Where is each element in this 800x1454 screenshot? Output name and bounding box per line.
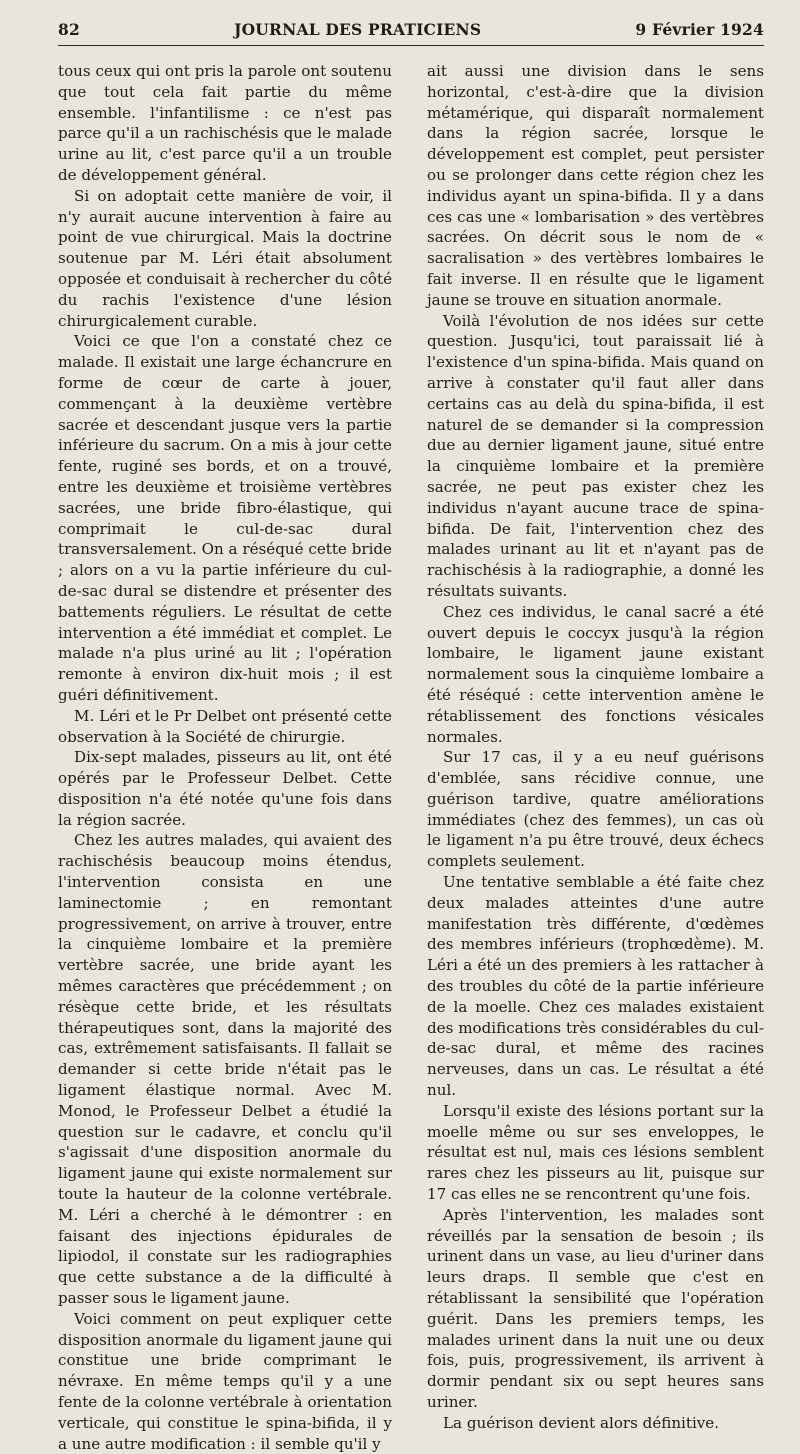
paragraph: Voici comment on peut expliquer cette disposition anormale du ligament jaune qui constitue une bride comprimant le névraxe. En même temps qu'il y a une fente de la colonne vertébrale à orientation verticale, qui constitue le spina-bifida, il y a une autre modification : il semble qu'il y (58, 1309, 392, 1453)
paragraph: Sur 17 cas, il y a eu neuf guérisons d'emblée, sans récidive connue, une guérison tardive, quatre améliorations immédiates (chez des femmes), un cas où le ligament n'a pu être trouvé, deux échecs complets seulement. (427, 748, 764, 871)
left-column (58, 61, 392, 1454)
paragraph: Si on adoptait cette manière de voir, il n'y aurait aucune intervention à faire au point de vue chirurgical. Mais la doctrine soutenue par M. Léri était absolument opposée et conduisait à rechercher du côté du rachis l'existence d'une lésion chirurgicalement curable. (58, 186, 392, 330)
paragraph: Chez ces individus, le canal sacré a été ouvert depuis le coccyx jusqu'à la région lombaire, le ligament jaune existant normalement sous la cinquième lombaire a été réséqué : cette intervention amène le rétablissement des fonctions vésicales normales. (427, 602, 764, 746)
page-header (58, 20, 764, 44)
page-number: 82 (58, 20, 80, 39)
paragraph: M. Léri et le Pr Delbet ont présenté cette observation à la Société de chirurgie. (58, 706, 392, 746)
paragraph: Voici ce que l'on a constaté chez ce malade. Il existait une large échancrure en forme de cœur de carte à jouer, commençant à la deuxième vertèbre sacrée et descendant jusque vers la partie inférieure du sacrum. On a mis à jour cette fente, ruginé ses bords, et on a trouvé, entre les deuxième et troisième vertèbres sacrées, une bride fibro-élastique, qui comprimait le cul-de-sac dural transversalement. On a réséqué cette bride ; alors on a vu la partie inférieure du cul-de-sac dural se distendre et présenter des battements réguliers. Le résultat de cette intervention a été immédiat et complet. Le malade n'a plus uriné au lit ; l'opération remonte à environ dix-huit mois ; il est guéri définitivement. (58, 332, 392, 704)
paragraph: Voilà l'évolution de nos idées sur cette question. Jusqu'ici, tout paraissait lié à l'existence d'un spina-bifida. Mais quand on arrive à constater qu'il faut aller dans certains cas au delà du spina-bifida, il est naturel de se demander si la compression due au dernier ligament jaune, situé entre la cinquième lombaire et la première sacrée, ne peut pas exister chez les individus n'ayant aucune trace de spina-bifida. De fait, l'intervention chez des malades urinant au lit et n'ayant pas de rachischésis à la radiographie, a donné les résultats suivants. (427, 311, 764, 600)
paragraph: tous ceux qui ont pris la parole ont soutenu que tout cela fait partie du même ensemble. l'infantilisme : ce n'est pas parce qu'il a un rachischésis que le malade urine au lit, c'est parce qu'il a un trouble de développement général. (58, 62, 392, 184)
paragraph: Chez les autres malades, qui avaient des rachischésis beaucoup moins étendus, l'intervention consista en une laminectomie ; en remontant progressivement, on arrive à trouver, entre la cinquième lombaire et la première vertèbre sacrée, une bride ayant les mêmes caractères que précédemment ; on résèque cette bride, et les résultats thérapeutiques sont, dans la majorité des cas, extrêmement satisfaisants. Il fallait se demander si cette bride n'était pas le ligament élastique normal. Avec M. Monod, le Professeur Delbet a étudié la question sur le cadavre, et conclu qu'il s'agissait d'une disposition anormale du ligament jaune qui existe normalement sur toute la hauteur de la colonne vertébrale. M. Léri a cherché à le démontrer : en faisant des injections épidurales de lipiodol, il constate sur les radiographies que cette substance a de la difficulté à passer sous le ligament jaune. (58, 831, 392, 1308)
issue-date: 9 Février 1924 (635, 20, 764, 39)
right-column (427, 61, 764, 1434)
paragraph: ait aussi une division dans le sens horizontal, c'est-à-dire que la division métamérique, qui disparaît normalement dans la région sacrée, lorsque le développement est complet, peut persister ou se prolonger dans cette région chez les individus ayant un spina-bifida. Il y a dans ces cas une « lombarisation » des vertèbres sacrées. On décrit sous le nom de « sacralisation » des vertèbres lombaires le fait inverse. Il en résulte que le ligament jaune se trouve en situation anormale. (427, 62, 764, 309)
paragraph: Après l'intervention, les malades sont réveillés par la sensation de besoin ; ils urinent dans un vase, au lieu d'uriner dans leurs draps. Il semble que c'est en rétablissant la sensibilité que l'opération guérit. Dans les premiers temps, les malades urinent dans la nuit une ou deux fois, puis, progressivement, ils arrivent à dormir pendant six ou sept heures sans uriner. (427, 1205, 764, 1411)
paragraph: Une tentative semblable a été faite chez deux malades atteintes d'une autre manifestation très différente, d'œdèmes des membres inférieurs (trophœdème). M. Léri a été un des premiers à les rattacher à des troubles du côté de la partie inférieure de la moelle. Chez ces malades existaient des modifications très considérables du cul-de-sac dural, et même des racines nerveuses, dans un cas. Le résultat a été nul. (427, 873, 764, 1100)
paragraph: Dix-sept malades, pisseurs au lit, ont été opérés par le Professeur Delbet. Cette disposition n'a été notée qu'une fois dans la région sacrée. (58, 748, 392, 829)
header-rule (58, 45, 764, 46)
journal-title: JOURNAL DES PRATICIENS (234, 20, 482, 39)
paragraph: Lorsqu'il existe des lésions portant sur la moelle même ou sur ses enveloppes, le résultat est nul, mais ces lésions semblent rares chez les pisseurs au lit, puisque sur 17 cas elles ne se rencontrent qu'une fois. (427, 1101, 764, 1204)
paragraph: La guérison devient alors définitive. (443, 1413, 720, 1432)
